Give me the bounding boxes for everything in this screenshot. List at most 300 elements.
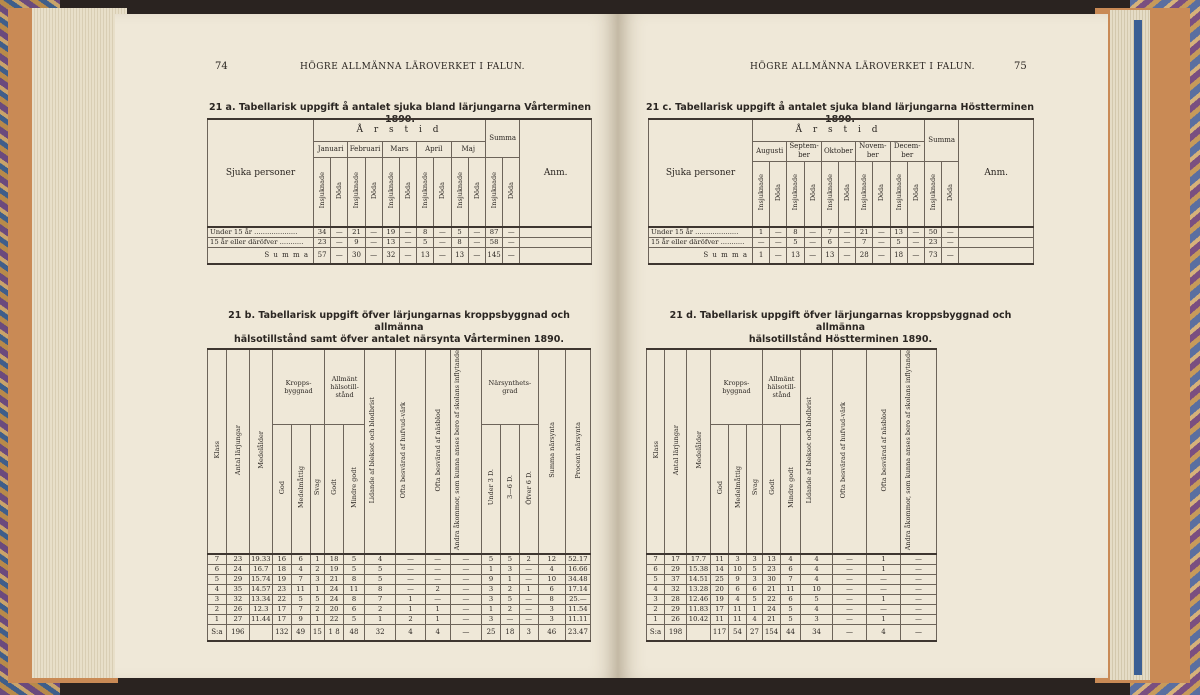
h-narsynt-3-6: 3—6 D. [505, 475, 514, 500]
table-row [647, 605, 937, 615]
left-page-number: 74 [215, 61, 228, 72]
table-cell: 28 [665, 595, 687, 605]
table-cell: 23 [924, 238, 941, 248]
table-cell: 48 [344, 625, 365, 641]
table-cell: — [434, 227, 451, 238]
table-cell: — [867, 605, 901, 615]
table-cell: 11 [729, 615, 747, 625]
table-row [649, 227, 1034, 238]
table-cell: — [753, 238, 770, 248]
table-21a-title: 21 a. Tabellarisk uppgift å antalet sjuka bland lärjungarna Vårterminen 1890. [209, 102, 591, 125]
table-cell: — [519, 595, 538, 605]
table-cell: 32 [226, 595, 249, 605]
table-cell: 1 [867, 565, 901, 575]
sub-insjuknade: Insjuknade [894, 174, 903, 211]
h-medelalder: Medelålder [694, 431, 703, 469]
table-cell: 5 [364, 565, 395, 575]
table-cell: 2 [208, 605, 227, 615]
table-cell: 30 [348, 248, 365, 264]
table-cell: — [942, 248, 959, 264]
table-cell: 2 [396, 615, 425, 625]
table-cell: 6 [729, 585, 747, 595]
h-klass: Klass [651, 441, 660, 459]
table-cell: — [519, 605, 538, 615]
table-cell: — [331, 248, 348, 264]
table-21b-title-line2: hälsotillstånd samt öfver antalet närsynta Vårterminen 1890. [234, 334, 564, 345]
table-cell: 11.83 [687, 605, 711, 615]
h-klass: Klass [212, 441, 221, 459]
table-cell: 4 [781, 554, 801, 565]
table-cell: 23 [314, 238, 331, 248]
table-cell: — [468, 238, 485, 248]
sub-insjuknade: Insjuknade [825, 174, 834, 211]
table-cell: 13 [451, 248, 468, 264]
table-cell: 2 [310, 605, 325, 615]
table-cell: 5 [417, 238, 434, 248]
table-cell: 9 [729, 575, 747, 585]
table-cell: 52.17 [565, 554, 590, 565]
table-cell: 19 [272, 575, 291, 585]
h-allmant-godt: Godt [767, 479, 776, 496]
sub-doda: Döda [877, 183, 886, 201]
table-cell: 1 [310, 615, 325, 625]
h-allmant-mindre: Mindre godt [349, 466, 358, 508]
table-cell: 37 [665, 575, 687, 585]
sub-doda: Döda [808, 183, 817, 201]
table-cell: 10 [729, 565, 747, 575]
table-row [208, 565, 591, 575]
table-row [647, 585, 937, 595]
table-cell: — [901, 625, 937, 641]
table-cell [520, 238, 592, 248]
table-cell: — [838, 248, 855, 264]
table-cell: 1 [364, 615, 395, 625]
table-row [208, 227, 592, 238]
table-cell: 5 [208, 575, 227, 585]
h-narsynt-under3: Under 3 D. [487, 469, 496, 506]
table-cell: 17.7 [687, 554, 711, 565]
table-21d [646, 348, 937, 642]
month-header: Augusti [753, 141, 787, 161]
table-cell: — [867, 585, 901, 595]
table-row [649, 238, 1034, 248]
table-cell: — [425, 565, 450, 575]
table-cell: 13 [821, 248, 838, 264]
table-cell: 8 [364, 585, 395, 595]
table-cell [959, 238, 1034, 248]
table-cell: — [468, 248, 485, 264]
h-allmant-godt: Godt [330, 479, 339, 496]
table-cell: — [450, 554, 481, 565]
table-cell: 4 [747, 615, 763, 625]
month-header: Mars [382, 141, 416, 157]
sub-insjuknade: Insjuknade [791, 174, 800, 211]
table-cell: 3 [482, 615, 501, 625]
table-cell: S:a [208, 625, 227, 641]
table-21c-anm-header: Anm. [959, 119, 1034, 227]
table-cell: — [770, 248, 787, 264]
table-21c-row-header: Sjuka personer [649, 119, 753, 227]
table-cell: 5 [500, 554, 519, 565]
table-cell: 32 [665, 585, 687, 595]
table-row [208, 554, 591, 565]
table-cell: 3 [729, 554, 747, 565]
sub-doda: Döda [843, 183, 852, 201]
table-cell: 73 [924, 248, 941, 264]
table-cell: 15.38 [687, 565, 711, 575]
table-cell: — [804, 227, 821, 238]
table-cell: 7 [291, 575, 310, 585]
table-row [647, 554, 937, 565]
h-medelalder: Medelålder [256, 431, 265, 469]
table-cell: 35 [226, 585, 249, 595]
table-cell: — [331, 227, 348, 238]
table-cell: 29 [665, 605, 687, 615]
table-cell: 24 [226, 565, 249, 575]
h-allmant-mindre: Mindre godt [786, 466, 795, 508]
right-page-number: 75 [1014, 61, 1027, 72]
table-cell: 1 [867, 615, 901, 625]
table-cell: 32 [364, 625, 395, 641]
table-cell [520, 248, 592, 264]
table-21b-title [207, 310, 591, 346]
table-cell: 12 [538, 554, 565, 565]
h-kropp-svag: Svag [313, 479, 322, 496]
month-header: Decem-ber [890, 141, 924, 161]
h-narsynt-over6: Öfver 6 D. [524, 470, 533, 505]
table-cell: — [500, 615, 519, 625]
h-antal: Antal lärjungar [671, 425, 680, 476]
table-cell: — [503, 248, 520, 264]
table-row [208, 595, 591, 605]
h-allmant: Allmänt hälsotill-stånd [763, 349, 801, 424]
table-row [208, 238, 592, 248]
table-cell: 14.51 [687, 575, 711, 585]
table-cell: — [901, 605, 937, 615]
table-cell: 2 [425, 585, 450, 595]
table-cell: 2 [364, 605, 395, 615]
sub-doda: Döda [472, 181, 481, 199]
table-cell: — [901, 575, 937, 585]
table-cell: 4 [801, 575, 833, 585]
table-cell: 5 [291, 595, 310, 605]
table-cell: Under 15 år .................... [649, 227, 753, 238]
table-cell: 11 [711, 615, 729, 625]
table-cell: 19 [382, 227, 399, 238]
table-cell: 4 [801, 565, 833, 575]
table-cell: 8 [787, 227, 804, 238]
table-cell: — [450, 565, 481, 575]
table-cell: 1 [482, 565, 501, 575]
table-cell: 23 [272, 585, 291, 595]
table-cell: 25.— [565, 595, 590, 605]
table-cell: 16.7 [249, 565, 272, 575]
table-cell: 1 8 [325, 625, 344, 641]
table-cell: 1 [753, 248, 770, 264]
table-cell: 5 [787, 238, 804, 248]
table-cell: 18 [500, 625, 519, 641]
table-cell: 13.34 [251, 595, 271, 604]
table-cell: 19 [325, 565, 344, 575]
table-cell: — [434, 238, 451, 248]
table-cell: — [399, 227, 416, 238]
table-cell: 19.33 [251, 555, 271, 564]
month-header: Maj [451, 141, 485, 157]
table-cell: 11.54 [565, 605, 590, 615]
table-cell [959, 227, 1034, 238]
table-cell: 6 [291, 554, 310, 565]
table-cell: 196 [226, 625, 249, 641]
table-cell: 10 [801, 585, 833, 595]
table-cell: 21 [763, 615, 781, 625]
table-cell: 9 [291, 615, 310, 625]
table-cell: 7 [856, 238, 873, 248]
table-cell: 6 [208, 565, 227, 575]
table-cell: 3 [482, 585, 501, 595]
sum-row [649, 248, 1034, 264]
table-cell: 13 [890, 227, 907, 238]
table-cell: — [519, 615, 538, 625]
table-cell: 3 [538, 605, 565, 615]
table-cell: 4 [538, 565, 565, 575]
h-antal: Antal lärjungar [233, 425, 242, 476]
table-cell: 7 [208, 554, 227, 565]
table-cell: — [833, 625, 867, 641]
table-cell: 21 [856, 227, 873, 238]
table-cell [687, 625, 711, 641]
left-running-head: HÖGRE ALLMÄNNA LÄROVERKET I FALUN. [300, 62, 525, 72]
table-cell: 22 [272, 595, 291, 605]
table-cell: 54 [729, 625, 747, 641]
table-cell: 46 [538, 625, 565, 641]
table-cell: 4 [364, 554, 395, 565]
h-huvudvark: Ofta besvärad af hufvud-värk [838, 401, 847, 499]
table-cell: 3 [519, 625, 538, 641]
table-cell: Under 15 år .................... [208, 227, 314, 238]
table-cell: 15 år eller däröfver ........... [649, 238, 753, 248]
table-cell: — [907, 248, 924, 264]
table-cell: 1 [867, 595, 901, 605]
table-cell: 6 [538, 585, 565, 595]
month-header: Januari [314, 141, 348, 157]
table-cell: 11.44 [251, 615, 271, 624]
table-cell: — [450, 595, 481, 605]
table-cell: 8 [417, 227, 434, 238]
table-cell: 12.46 [687, 595, 711, 605]
table-cell: 26 [665, 615, 687, 625]
table-cell: 7 [821, 227, 838, 238]
table-cell: — [873, 238, 890, 248]
table-cell: 6 [821, 238, 838, 248]
table-cell: 20 [711, 585, 729, 595]
table-cell: 1 [647, 615, 665, 625]
table-cell: — [396, 565, 425, 575]
table-cell: 18 [272, 565, 291, 575]
table-cell: — [450, 625, 481, 641]
table-cell: 5 [781, 615, 801, 625]
h-kropp-svag: Svag [750, 479, 759, 496]
table-cell: 5 [451, 227, 468, 238]
table-cell: 8 [344, 595, 365, 605]
table-cell: 11 [344, 585, 365, 595]
table-cell: — [804, 248, 821, 264]
table-21b-title-line1: 21 b. Tabellarisk uppgift öfver lärjungarnas kroppsbyggnad och allmänna [228, 310, 570, 333]
left-page-edges [32, 8, 127, 678]
table-cell: — [396, 575, 425, 585]
table-cell: 9 [482, 575, 501, 585]
table-21c [648, 118, 1034, 265]
table-cell: 49 [291, 625, 310, 641]
table-row [647, 615, 937, 625]
table-cell: 5 [344, 565, 365, 575]
table-cell: 22 [325, 615, 344, 625]
table-cell: 18 [325, 554, 344, 565]
table-cell: 34.48 [565, 575, 590, 585]
table-cell: 9 [348, 238, 365, 248]
sub-doda: Döda [335, 181, 344, 199]
table-cell: 7 [647, 554, 665, 565]
table-cell: — [450, 575, 481, 585]
table-cell: 3 [801, 615, 833, 625]
table-row [647, 575, 937, 585]
sum-row [208, 625, 591, 641]
table-cell: 11.11 [565, 615, 590, 625]
table-cell: 8 [344, 575, 365, 585]
sub-doda: Döda [404, 181, 413, 199]
table-cell: — [833, 575, 867, 585]
table-cell: 6 [781, 595, 801, 605]
table-cell: 24 [763, 605, 781, 615]
table-cell: — [365, 238, 382, 248]
table-cell: 23.47 [565, 625, 590, 641]
table-cell: 21 [325, 575, 344, 585]
h-kropp: Kropps-byggnad [272, 349, 324, 424]
table-cell: — [873, 227, 890, 238]
table-cell: 10.42 [687, 615, 711, 625]
sum-row [647, 625, 937, 641]
sub-doda: Döda [438, 181, 447, 199]
sub-doda: Döda [911, 183, 920, 201]
table-cell: — [901, 565, 937, 575]
table-cell [249, 625, 272, 641]
table-cell: 3 [647, 595, 665, 605]
table-row [208, 605, 591, 615]
sub-insjuknade: Insjuknade [929, 174, 938, 211]
sub-insjuknade: Insjuknade [757, 174, 766, 211]
table-21a-row-header: Sjuka personer [208, 119, 314, 227]
table-cell: 6 [781, 565, 801, 575]
month-header: Novem-ber [856, 141, 890, 161]
table-cell: 6 [647, 565, 665, 575]
month-header: April [417, 141, 451, 157]
table-cell: 21 [348, 227, 365, 238]
table-21d-title-line2: hälsotillstånd Höstterminen 1890. [748, 334, 933, 345]
table-cell: — [770, 238, 787, 248]
table-cell: 87 [485, 227, 502, 238]
table-cell: 1 [208, 615, 227, 625]
table-21d-title-line1: 21 d. Tabellarisk uppgift öfver lärjungarnas kroppsbyggnad och allmänna [669, 310, 1012, 333]
table-cell: 16.66 [565, 565, 590, 575]
h-kropp: Kropps-byggnad [711, 349, 763, 424]
table-cell: 1 [310, 585, 325, 595]
table-cell: 11 [729, 605, 747, 615]
table-row [647, 565, 937, 575]
h-kropp-medel: Medelmåttig [296, 466, 305, 509]
table-cell: — [503, 238, 520, 248]
table-cell: 5 [890, 238, 907, 248]
table-cell: 1 [747, 605, 763, 615]
table-cell: 4 [208, 585, 227, 595]
table-cell: 1 [396, 605, 425, 615]
table-cell: — [331, 238, 348, 248]
table-cell: — [901, 615, 937, 625]
table-cell: 4 [291, 565, 310, 575]
table-21a-arstid: Å r s t i d [314, 119, 486, 141]
h-procent: Procent närsynta [573, 421, 582, 479]
table-cell: 27 [747, 625, 763, 641]
table-cell: 13 [763, 554, 781, 565]
table-cell: — [519, 575, 538, 585]
table-cell: 26 [226, 605, 249, 615]
right-page-edges [1110, 10, 1150, 680]
table-21c-summa-header: Summa [924, 119, 958, 161]
table-cell: 5 [500, 595, 519, 605]
table-cell: — [434, 248, 451, 264]
table-cell: 2 [500, 605, 519, 615]
table-cell: — [519, 565, 538, 575]
table-cell: S u m m a [649, 248, 753, 264]
table-21a-anm-header: Anm. [520, 119, 592, 227]
table-cell: 4 [425, 625, 450, 641]
table-cell: 13 [787, 248, 804, 264]
table-cell: 17 [665, 554, 687, 565]
table-cell: — [425, 575, 450, 585]
table-cell: 3 [482, 595, 501, 605]
table-cell: — [503, 227, 520, 238]
table-cell: 4 [396, 625, 425, 641]
table-cell: 29 [226, 575, 249, 585]
table-cell: 1 [425, 615, 450, 625]
table-cell: 7 [291, 605, 310, 615]
table-21d-title [648, 310, 1033, 346]
table-cell: 20 [325, 605, 344, 615]
table-cell: 7 [364, 595, 395, 605]
table-row [208, 615, 591, 625]
table-cell: — [907, 238, 924, 248]
table-cell: 17 [272, 615, 291, 625]
sum-row [208, 248, 592, 264]
table-cell: 3 [310, 575, 325, 585]
table-cell: 1 [482, 605, 501, 615]
table-cell: 50 [924, 227, 941, 238]
h-andra: Andra åkommor, som kunna anses bero af skolans inflytande [452, 350, 461, 551]
table-cell: 198 [665, 625, 687, 641]
table-cell: — [838, 227, 855, 238]
table-cell: 154 [763, 625, 781, 641]
table-cell: 5 [647, 575, 665, 585]
table-cell: — [399, 238, 416, 248]
table-cell: — [907, 227, 924, 238]
table-row [208, 585, 591, 595]
table-cell: — [833, 615, 867, 625]
sub-insjuknade: Insjuknade [860, 174, 869, 211]
h-naesblod: Ofta besvärad af näsblod [879, 408, 888, 492]
table-cell: 27 [226, 615, 249, 625]
table-cell: 1 [425, 605, 450, 615]
table-cell: 3 [747, 575, 763, 585]
table-cell: — [901, 554, 937, 565]
table-cell: — [838, 238, 855, 248]
